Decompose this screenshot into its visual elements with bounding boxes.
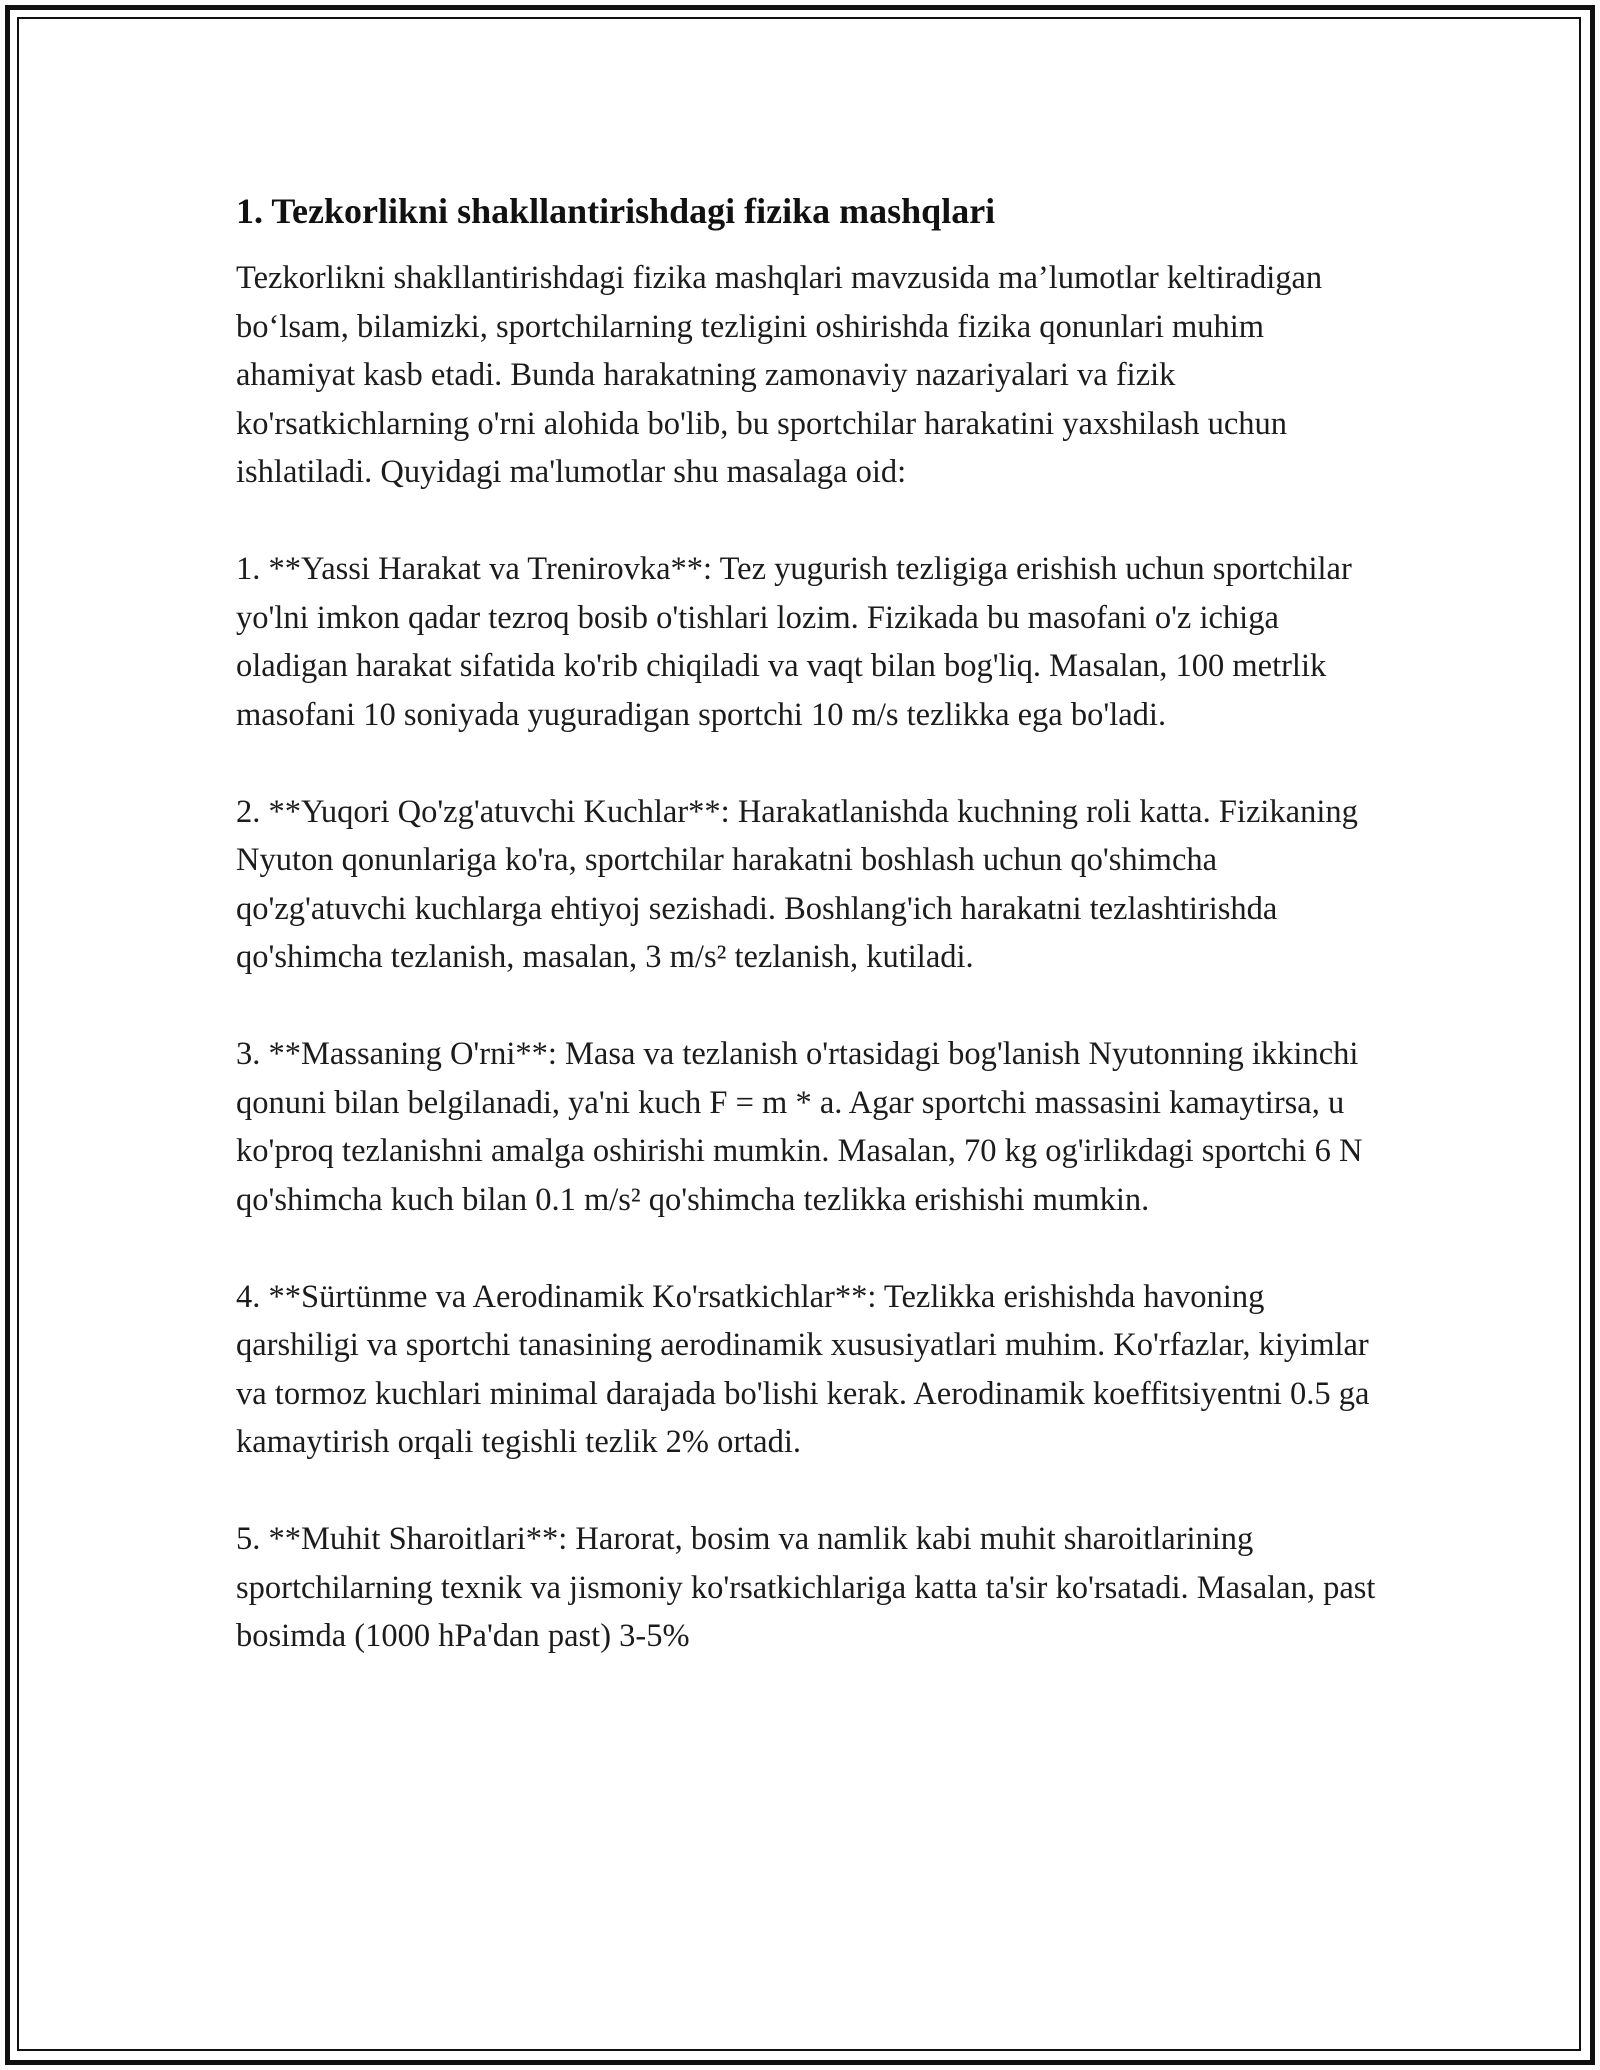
list-item-4: 4. **Sürtünme va Aerodinamik Ko'rsatkichlar**: Tezlikka erishishda havoning qarshiligi va sportchi tanasining aerodinamik xususiyatlari muhim. Ko'rfazlar, kiyimlar va tormoz kuchlari minimal darajada bo'lishi kerak. Aerodinamik koeffitsiyentni 0.5 ga kamaytirish orqali tegishli tezlik 2% ortadi. <box>236 1278 1370 1460</box>
list-item-3: 3. **Massaning O'rni**: Masa va tezlanish o'rtasidagi bog'lanish Nyutonning ikkinchi qonuni bilan belgilanadi, ya'ni kuch F = m * a. Agar sportchi massasini kamaytirsa, u ko'proq tezlanishni amalga oshirishi mumkin. Masalan, 70 kg og'irlikdagi sportchi 6 N qo'shimcha kuch bilan 0.1 m/s² qo'shimcha tezlikka erishishi mumkin. <box>236 1036 1363 1218</box>
document-page <box>236 186 1376 1661</box>
list-item-5: 5. **Muhit Sharoitlari**: Harorat, bosim va namlik kabi muhit sharoitlarining sportchilarning texnik va jismoniy ko'rsatkichlariga katta ta'sir ko'rsatadi. Masalan, past bosimda (1000 hPa'dan past) 3-5% <box>236 1521 1376 1654</box>
list-item-1: 1. **Yassi Harakat va Trenirovka**: Tez yugurish tezligiga erishish uchun sportchilar yo'lni imkon qadar tezroq bosib o'tishlari lozim. Fizikada bu masofani o'z ichiga oladigan harakat sifatida ko'rib chiqiladi va vaqt bilan bog'liq. Masalan, 100 metrlik masofani 10 soniyada yuguradigan sportchi 10 m/s tezlikka ega bo'ladi. <box>236 551 1352 733</box>
document-title: 1. Tezkorlikni shakllantirishdagi fizika mashqlari <box>236 191 996 231</box>
list-item-2: 2. **Yuqori Qo'zg'atuvchi Kuchlar**: Harakatlanishda kuchning roli katta. Fizikaning Nyuton qonunlariga ko'ra, sportchilar harakatni boshlash uchun qo'shimcha qo'zg'atuvchi kuchlarga ehtiyoj sezishadi. Boshlang'ich harakatni tezlashtirishda qo'shimcha tezlanish, masalan, 3 m/s² tezlanish, kutiladi. <box>236 793 1358 975</box>
intro-paragraph: Tezkorlikni shakllantirishdagi fizika mashqlari mavzusida ma’lumotlar keltiradigan bo‘lsam, bilamizki, sportchilarning tezligini oshirishda fizika qonunlari muhim ahamiyat kasb etadi. Bunda harakatning zamonaviy nazariyalari va fizik ko'rsatkichlarning o'rni alohida bo'lib, bu sportchilar harakatini yaxshilash uchun ishlatiladi. Quyidagi ma'lumotlar shu masalaga oid: <box>236 260 1323 490</box>
